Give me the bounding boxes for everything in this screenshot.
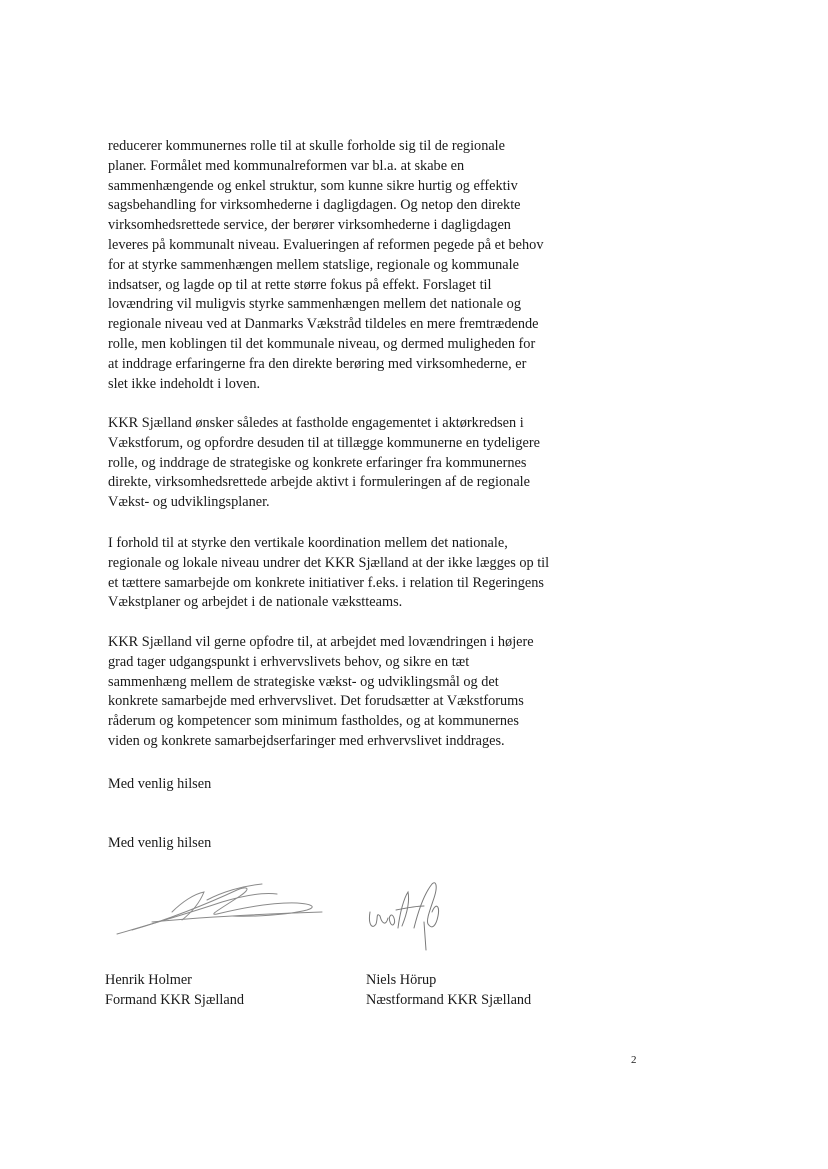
text-line: for at styrke sammenhængen mellem statslige, regionale og kommunale [108, 256, 519, 273]
body-paragraph-3 [108, 534, 608, 613]
signer-title: Formand KKR Sjælland [105, 992, 245, 1008]
text-line: regionale niveau ved at Danmarks Vækstråd tildeles en mere fremtrædende [108, 316, 539, 333]
body-paragraph-4 [108, 633, 608, 752]
text-line: råderum og kompetencer som minimum fastholdes, og at kommunernes [108, 713, 519, 730]
text-line: rolle, men koblingen til det kommunale niveau, og dermed muligheden for [108, 335, 536, 352]
body-paragraph-1 [108, 137, 608, 394]
text-line: direkte, virksomhedsrettede arbejde aktivt i formuleringen af de regionale [108, 474, 530, 491]
text-line: KKR Sjælland vil gerne opfodre til, at arbejdet med lovændringen i højere [108, 634, 534, 650]
text-line: virksomhedsrettede service, der berører virksomhederne i dagligdagen [108, 217, 511, 234]
text-line: leveres på kommunalt niveau. Evalueringen af reformen pegede på et behov [108, 236, 544, 253]
text-line: Vækstforum, og opfordre desuden til at tillægge kommunerne en tydeligere [108, 434, 540, 451]
text-line: sagsbehandling for virksomhederne i dagligdagen. Og netop den direkte [108, 197, 521, 214]
signer-name: Henrik Holmer [105, 972, 192, 988]
signer-name: Niels Hörup [366, 972, 437, 988]
text-line: sammenhængende og enkel struktur, som kunne sikre hurtig og effektiv [108, 177, 518, 194]
text-line: reducerer kommunernes rolle til at skulle forholde sig til de regionale [108, 138, 506, 154]
text-line: lovændring vil muligvis styrke sammenhængen mellem det nationale og [108, 296, 521, 313]
page-number: 2 [631, 1054, 637, 1066]
text-line: et tættere samarbejde om konkrete initiativer f.eks. i relation til Regeringens [108, 574, 544, 591]
signature-right [362, 872, 452, 957]
text-line: sammenhæng mellem de strategiske vækst- og udviklingsmål og det [108, 673, 499, 690]
text-line: Vækstplaner og arbejdet i de nationale vækstteams. [108, 594, 403, 611]
signer-right [366, 970, 531, 1010]
text-line: KKR Sjælland ønsker således at fastholde engagementet i aktørkredsen i [108, 415, 524, 431]
text-line: planer. Formålet med kommunalreformen var bl.a. at skabe en [108, 157, 465, 174]
body-paragraph-2 [108, 414, 608, 513]
closing-greeting: Med venlig hilsen [108, 835, 212, 851]
signer-left [105, 970, 244, 1010]
signer-title: Næstformand KKR Sjælland [366, 992, 532, 1008]
signature-left [112, 872, 327, 942]
text-line: at inddrage erfaringerne fra den direkte berøring med virksomhederne, er [108, 355, 527, 372]
text-line: konkrete samarbejde med erhvervslivet. Det forudsætter at Vækstforums [108, 693, 524, 710]
text-line: indsatser, og lagde op til at rette større fokus på effekt. Forslaget til [108, 276, 492, 293]
closing-greeting: Med venlig hilsen [108, 776, 212, 792]
text-line: rolle, og inddrage de strategiske og konkrete erfaringer fra kommunernes [108, 454, 527, 471]
text-line: regionale og lokale niveau undrer det KKR Sjælland at der ikke lægges op til [108, 554, 550, 571]
text-line: slet ikke indeholdt i loven. [108, 375, 261, 392]
text-line: Vækst- og udviklingsplaner. [108, 494, 270, 511]
text-line: viden og konkrete samarbejdserfaringer med erhvervslivet inddrages. [108, 732, 505, 749]
text-line: I forhold til at styrke den vertikale koordination mellem det nationale, [108, 535, 508, 551]
text-line: grad tager udgangspunkt i erhvervslivets behov, og sikre en tæt [108, 653, 470, 670]
